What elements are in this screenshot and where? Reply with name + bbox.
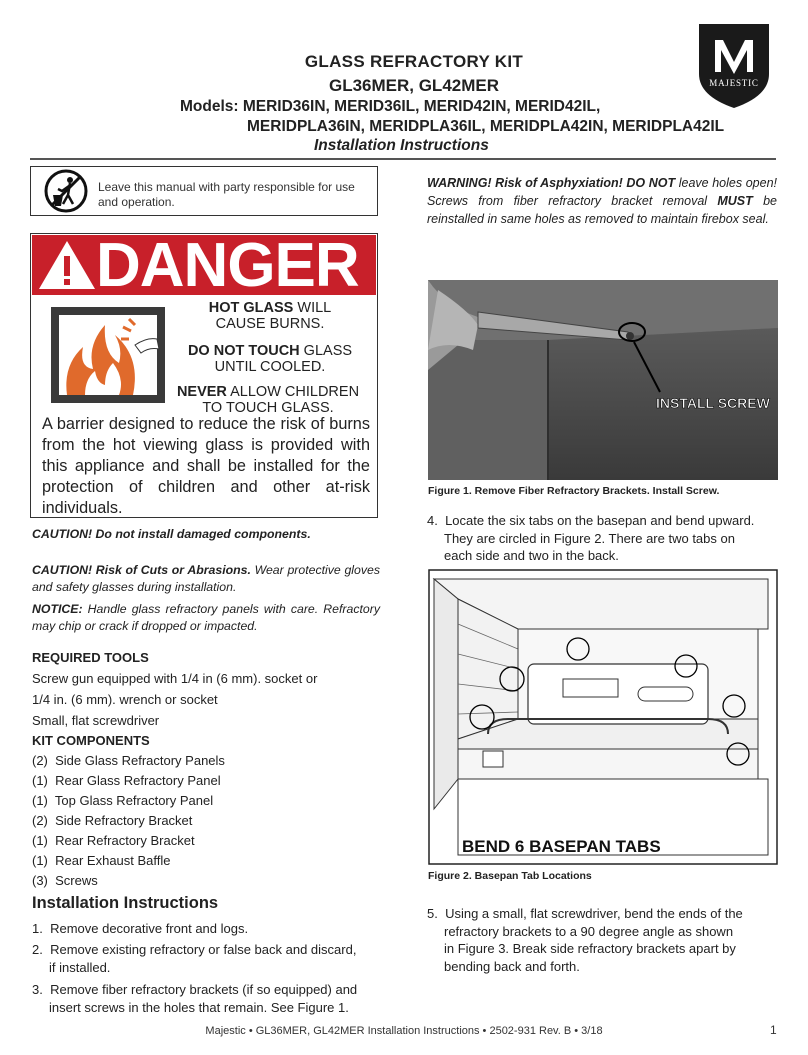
kit-component-item: (1) Rear Glass Refractory Panel bbox=[32, 773, 221, 788]
step-3: 3. Remove fiber refractory brackets (if so equipped) and insert screws in the holes that remain. See Figure 1. bbox=[32, 982, 358, 1015]
figure1-photo bbox=[428, 280, 778, 480]
header-rule bbox=[30, 158, 776, 160]
kit-component-item: (2) Side Refractory Bracket bbox=[32, 813, 193, 828]
kit-component-item: (1) Rear Refractory Bracket bbox=[32, 833, 195, 848]
step-4: 4. Locate the six tabs on the basepan and bend upward. They are circled in Figure 2. There are two tabs on each side and two in the back. bbox=[427, 513, 755, 563]
models-line-1: Models: MERID36IN, MERID36IL, MERID42IN, MERID42IL, bbox=[180, 98, 601, 115]
kit-model-numbers: GL36MER, GL42MER bbox=[328, 76, 500, 95]
hot-glass-warning: HOT GLASS WILL CAUSE BURNS. bbox=[208, 300, 332, 332]
figure2-caption: Figure 2. Basepan Tab Locations bbox=[428, 870, 592, 882]
tool-item: 1/4 in. (6 mm). wrench or socket bbox=[32, 692, 218, 707]
majestic-logo bbox=[695, 22, 773, 110]
caution-damaged-components: CAUTION! Do not install damaged components. bbox=[32, 527, 311, 541]
step-2: 2. Remove existing refractory or false back and discard, if installed. bbox=[32, 942, 357, 975]
document-title: GLASS REFRACTORY KIT bbox=[304, 52, 524, 71]
notice-handle-glass: NOTICE: Handle glass refractory panels with care. Refractory may chip or crack if dropped or impacted. bbox=[32, 602, 380, 633]
hot-glass-burn-icon bbox=[49, 305, 167, 405]
document-subtitle: Installation Instructions bbox=[314, 137, 489, 154]
installation-heading: Installation Instructions bbox=[32, 894, 219, 912]
no-litter-icon bbox=[40, 168, 92, 214]
kit-component-item: (2) Side Glass Refractory Panels bbox=[32, 753, 225, 768]
manual-notice-text: Leave this manual with party responsible for use and operation. bbox=[98, 180, 355, 209]
required-tools-heading: REQUIRED TOOLS bbox=[32, 650, 149, 665]
step-1: 1. Remove decorative front and logs. bbox=[32, 921, 249, 936]
figure1-caption: Figure 1. Remove Fiber Refractory Brackets. Install Screw. bbox=[428, 485, 720, 497]
kit-component-item: (3) Screws bbox=[32, 873, 98, 888]
barrier-statement: A barrier designed to reduce the risk of burns from the hot viewing glass is provided with this appliance and shall be installed for the protection of children and other at-risk individuals. bbox=[42, 415, 370, 517]
logo-text: MAJESTIC bbox=[709, 78, 759, 88]
warning-triangle-icon bbox=[36, 238, 98, 292]
install-screw-label: INSTALL SCREW bbox=[656, 395, 770, 411]
kit-component-item: (1) Rear Exhaust Baffle bbox=[32, 853, 171, 868]
page-footer: Majestic • GL36MER, GL42MER Installation Instructions • 2502-931 Rev. B • 3/18 bbox=[205, 1025, 603, 1037]
do-not-touch-warning: DO NOT TOUCH GLASS UNTIL COOLED. bbox=[187, 343, 353, 375]
asphyxiation-warning: WARNING! Risk of Asphyxiation! DO NOT leave holes open! Screws from fiber refractory bracket removal MUST be reinstalled in same holes as removed to maintain firebox seal. bbox=[427, 176, 777, 226]
step-5: 5. Using a small, flat screwdriver, bend the ends of the refractory brackets to a 90 degree angle as shown in Figure 3. Break side refractory brackets apart by bending back and forth. bbox=[427, 906, 743, 974]
kit-component-item: (1) Top Glass Refractory Panel bbox=[32, 793, 214, 808]
page-number: 1 bbox=[770, 1023, 777, 1037]
tool-item: Small, flat screwdriver bbox=[32, 713, 160, 728]
danger-word: DANGER bbox=[96, 231, 359, 300]
caution-cuts: CAUTION! Risk of Cuts or Abrasions. Wear protective gloves and safety glasses during installation. bbox=[32, 563, 380, 594]
tool-item: Screw gun equipped with 1/4 in (6 mm). socket or bbox=[32, 671, 318, 686]
figure2-diagram bbox=[428, 569, 778, 865]
never-allow-children-warning: NEVER ALLOW CHILDREN TO TOUCH GLASS. bbox=[176, 384, 360, 416]
bend-tabs-label: BEND 6 BASEPAN TABS bbox=[462, 837, 661, 856]
kit-components-heading: KIT COMPONENTS bbox=[32, 733, 150, 748]
models-line-2: MERIDPLA36IN, MERIDPLA36IL, MERIDPLA42IN, MERIDPLA42IL bbox=[247, 118, 725, 135]
